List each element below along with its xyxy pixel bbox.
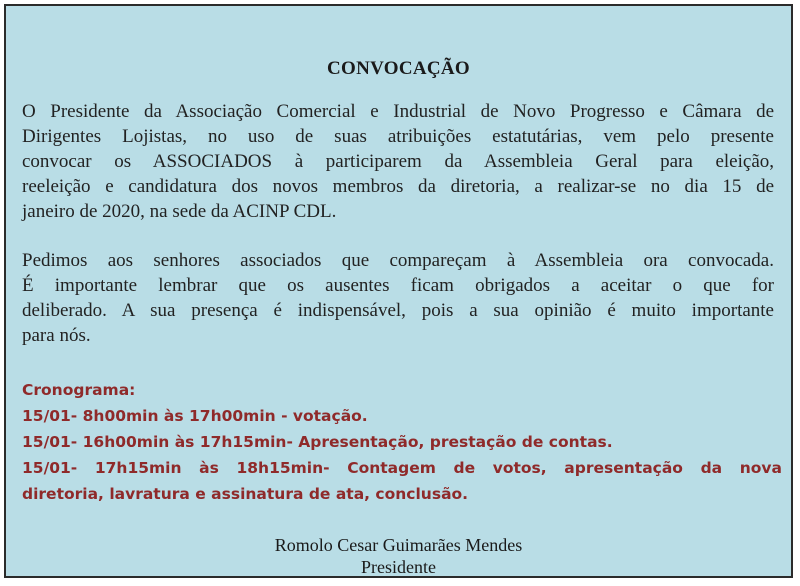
paragraph-line: Dirigentes Lojistas, no uso de suas atribuições estatutárias, vem pelo presente xyxy=(22,126,774,147)
signature-name: Romolo Cesar Guimarães Mendes xyxy=(274,535,523,555)
schedule-section xyxy=(22,377,782,507)
paragraph-line: O Presidente da Associação Comercial e Industrial de Novo Progresso e Câmara de xyxy=(22,101,774,122)
signature-block xyxy=(6,534,791,578)
paragraph-line: É importante lembrar que os ausentes ficam obrigados a aceitar o que for xyxy=(22,275,774,296)
notice-title: CONVOCAÇÃO xyxy=(326,58,470,79)
schedule-item: diretoria, lavratura e assinatura de ata, conclusão. xyxy=(22,485,469,503)
schedule-heading: Cronograma: xyxy=(22,381,136,399)
signature-role: Presidente xyxy=(361,557,436,577)
schedule-item: 15/01- 17h15min às 18h15min- Contagem de votos, apresentação da nova xyxy=(22,459,782,477)
paragraph-line: janeiro de 2020, na sede da ACINP CDL. xyxy=(22,201,337,222)
paragraph-line: deliberado. A sua presença é indispensável, pois a sua opinião é muito importante xyxy=(22,300,774,321)
schedule-item: 15/01- 8h00min às 17h00min - votação. xyxy=(22,407,368,425)
schedule-item: 15/01- 16h00min às 17h15min- Apresentação, prestação de contas. xyxy=(22,433,613,451)
paragraph-convocation xyxy=(22,99,774,224)
paragraph-line: Pedimos aos senhores associados que compareçam à Assembleia ora convocada. xyxy=(22,250,774,271)
paragraph-line: reeleição e candidatura dos novos membros da diretoria, a realizar-se no dia 15 de xyxy=(22,176,774,197)
paragraph-request xyxy=(22,248,774,348)
paragraph-line: para nós. xyxy=(22,325,91,346)
paragraph-line: convocar os ASSOCIADOS à participarem da Assembleia Geral para eleição, xyxy=(22,151,774,172)
notice-box xyxy=(4,4,793,578)
